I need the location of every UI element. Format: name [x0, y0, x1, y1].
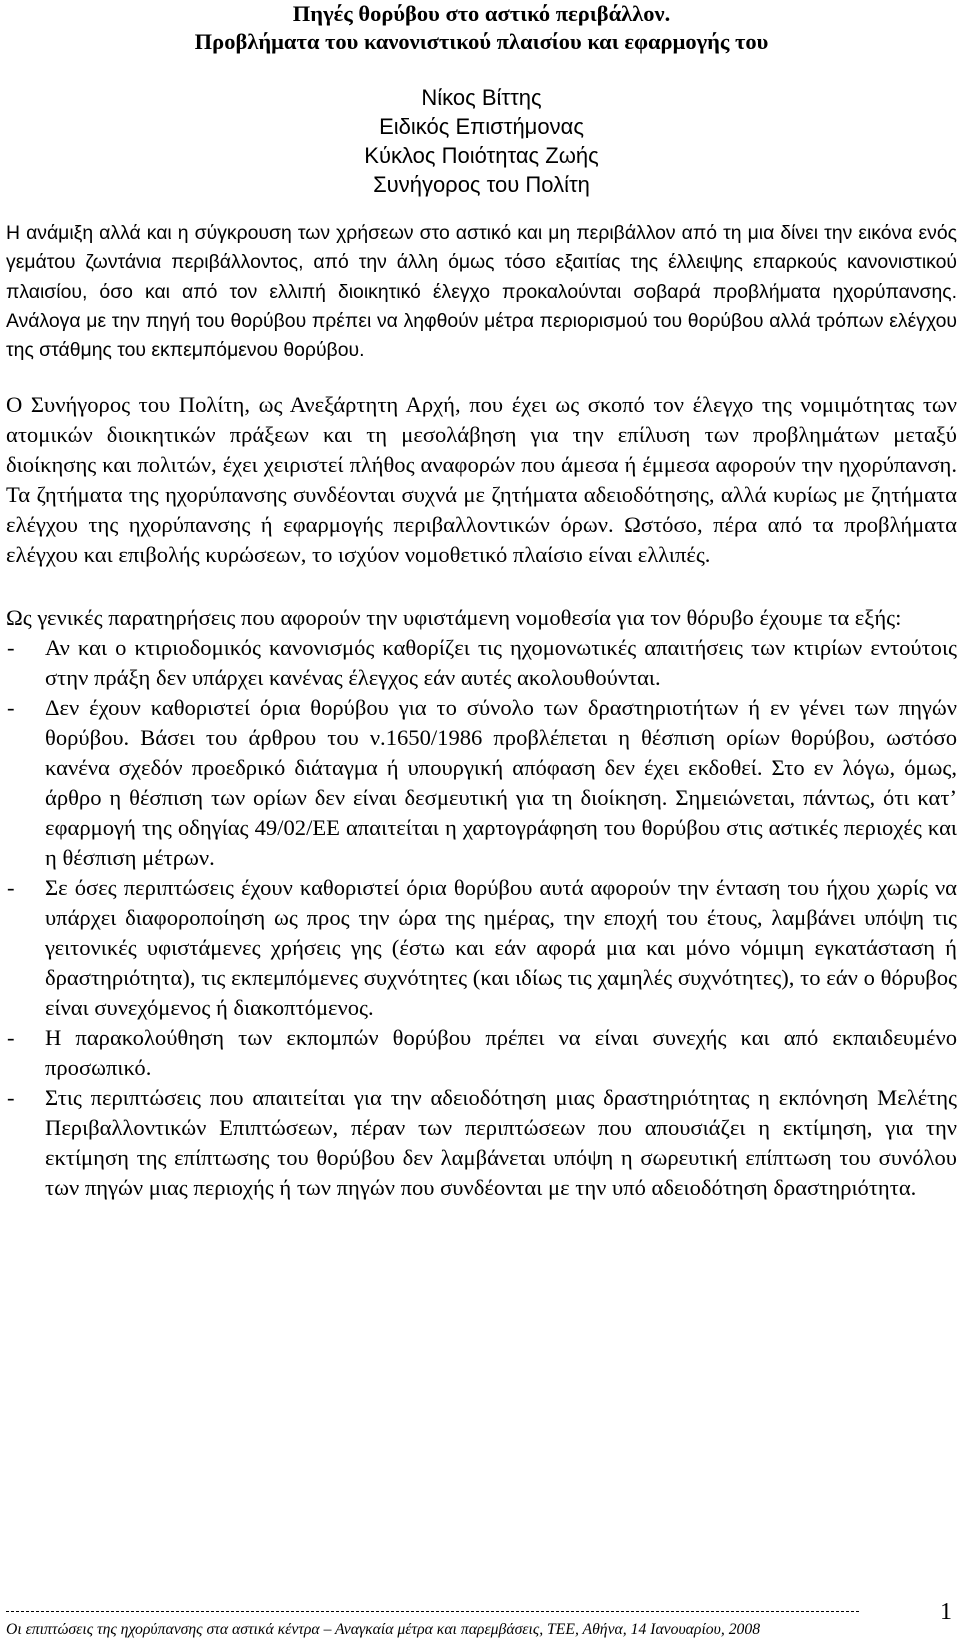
intro-paragraph: Η ανάμιξη αλλά και η σύγκρουση των χρήσεων στο αστικό και μη περιβάλλον από τη μια δίνει την εικόνα ενός γεμάτου ζωντάνια περιβάλλοντος, από την άλλη όμως τόσο εξαιτίας της έλλειψης επαρκούς κανονιστικού πλαισίου, όσο και από τον ελλιπή διοικητικό έλεγχο προκαλούνται σοβαρά προβλήματα ηχορύπανσης. Ανάλογα με την πηγή του θορύβου πρέπει να ληφθούν μέτρα περιορισμού του θορύβου αλλά τρόπων ελέγχου της στάθμης του εκπεμπόμενου θορύβου. [6, 222, 957, 362]
footer-divider [6, 1611, 859, 1612]
document-page [6, 0, 957, 1203]
title-line-2: Προβλήματα του κανονιστικού πλαισίου και εφαρμογής του [194, 29, 769, 54]
author-role: Ειδικός Επιστήμονας [379, 114, 584, 139]
list-item: - Αν και ο κτιριοδομικός κανονισμός καθορίζει τις ηχομονωτικές απαιτήσεις των κτιρίων εντούτοις στην πράξη δεν υπάρχει κανένας έλεγχος εάν αυτές ακολουθούνται. [6, 633, 957, 693]
body-paragraph-2: Ως γενικές παρατηρήσεις που αφορούν την υφιστάμενη νομοθεσία για τον θόρυβο έχουμε τα εξής: [6, 605, 902, 631]
author-name: Νίκος Βίττης [421, 85, 542, 110]
list-item: - Στις περιπτώσεις που απαιτείται για την αδειοδότηση μιας δραστηριότητας η εκπόνηση Μελέτης Περιβαλλοντικών Επιπτώσεων, πέραν των περιπτώσεων που απουσιάζει η εκτίμηση, για την εκτίμηση της επίπτωσης του θορύβου δεν λαμβάνεται υπόψη η σωρευτική επίπτωση του συνόλου των πηγών μιας περιοχής ή των πηγών που συνδέονται με την υπό αδειοδότηση δραστηριότητα. [6, 1083, 957, 1203]
author-block [6, 83, 957, 199]
observations-list [6, 633, 957, 1203]
author-organization: Συνήγορος του Πολίτη [373, 172, 590, 197]
title-line-1: Πηγές θορύβου στο αστικό περιβάλλον. [292, 1, 671, 26]
list-item: - Η παρακολούθηση των εκπομπών θορύβου πρέπει να είναι συνεχής και από εκπαιδευμένο προσωπικό. [6, 1023, 957, 1083]
author-unit: Κύκλος Ποιότητας Ζωής [364, 143, 599, 168]
footer-citation: Οι επιπτώσεις της ηχορύπανσης στα αστικά κέντρα – Αναγκαία μέτρα και παρεμβάσεις, ΤΕΕ, Αθήνα, 14 Ιανουαρίου, 2008 [6, 1621, 761, 1638]
list-item: - Δεν έχουν καθοριστεί όρια θορύβου για το σύνολο των δραστηριοτήτων ή εν γένει των πηγών θορύβου. Βάσει του άρθρου του ν.1650/1986 προβλέπεται η θέσπιση ορίων θορύβου, ωστόσο κανένα σχεδόν προεδρικό διάταγμα ή υπουργική απόφαση δεν έχει εκδοθεί. Στο εν λόγω, όμως, άρθρο η θέσπιση των ορίων δεν είναι δεσμευτική για τη διοίκηση. Σημειώνεται, πάντως, ότι κατ’ εφαρμογή της οδηγίας 49/02/ΕΕ απαιτείται η χαρτογράφηση του θορύβου στις αστικές περιοχές και η θέσπιση μέτρων. [6, 693, 957, 873]
body-paragraph-1: Ο Συνήγορος του Πολίτη, ως Ανεξάρτητη Αρχή, που έχει ως σκοπό τον έλεγχο της νομιμότητας των ατομικών διοικητικών πράξεων και τη μεσολάβηση για την επίλυση των προβλημάτων μεταξύ διοίκησης και πολιτών, έχει χειριστεί πλήθος αναφορών που άμεσα ή έμμεσα αφορούν την ηχορύπανση. Τα ζητήματα της ηχορύπανσης συνδέονται συχνά με ζητήματα αδειοδότησης, αλλά κυρίως με ζητήματα ελέγχου της ηχορύπανσης ή εφαρμογής περιβαλλοντικών όρων. Ωστόσο, πέρα από τα προβλήματα ελέγχου και επιβολής κυρώσεων, το ισχύον νομοθετικό πλαίσιο είναι ελλιπές. [6, 392, 957, 568]
document-title [6, 0, 957, 56]
list-item: - Σε όσες περιπτώσεις έχουν καθοριστεί όρια θορύβου αυτά αφορούν την ένταση του ήχου χωρίς να υπάρχει διαφοροποίηση ως προς την ώρα της ημέρας, την εποχή του έτους, λαμβάνει υπόψη τις γειτονικές υφιστάμενες χρήσεις γης (έστω και εάν αφορά μια και μόνο νόμιμη εγκατάσταση ή δραστηριότητα), τις εκπεμπόμενες συχνότητες (και ιδίως τις χαμηλές συχνότητες), το εάν ο θόρυβος είναι συνεχόμενος ή διακοπτόμενος. [6, 873, 957, 1023]
page-number: 1 [940, 1599, 952, 1625]
